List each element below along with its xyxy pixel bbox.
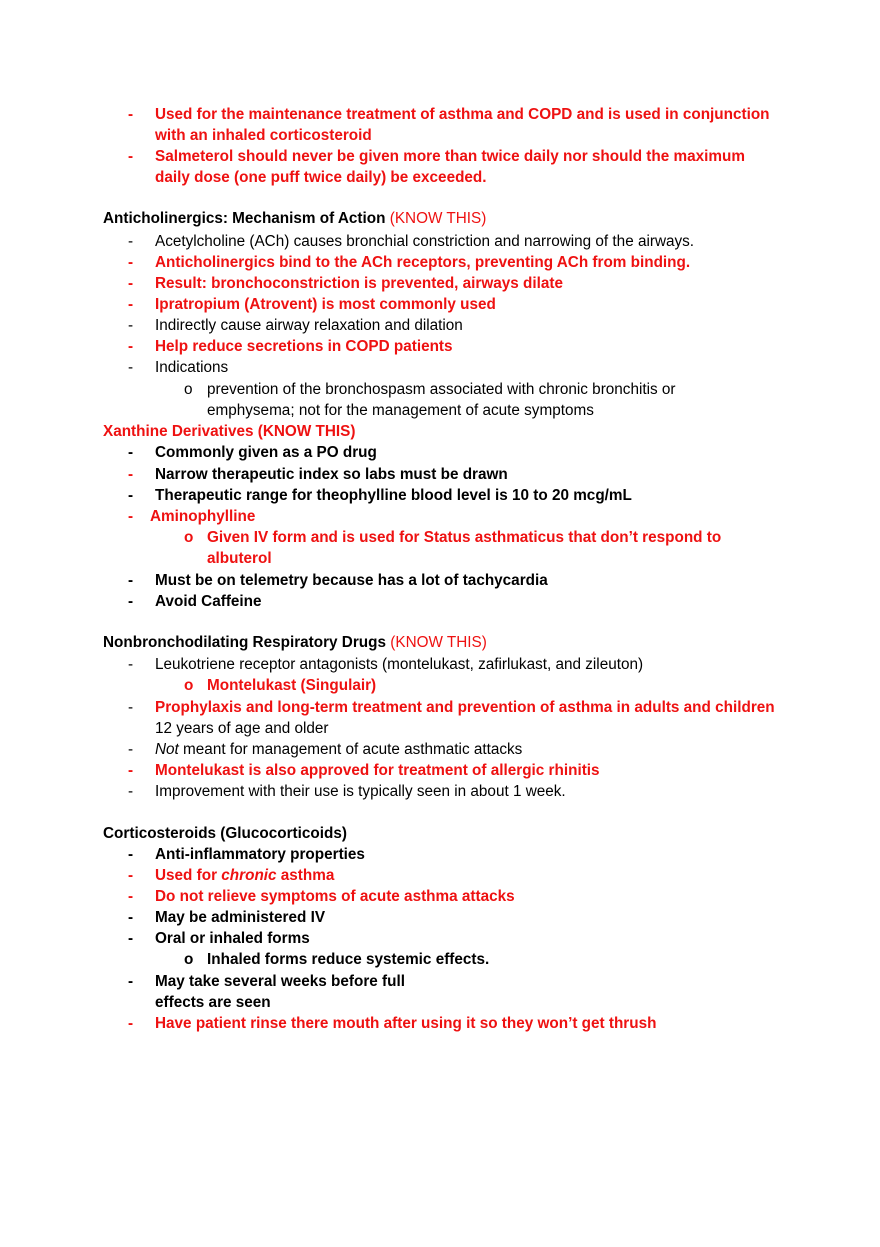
bullet-circle: o bbox=[184, 529, 194, 546]
sub-item-line-1: prevention of the bronchospasm associated with chronic bronchitis or bbox=[207, 381, 676, 398]
emphasis-chronic: chronic bbox=[221, 867, 277, 884]
bullet-dash: - bbox=[128, 888, 134, 905]
bullet-dash: - bbox=[128, 296, 134, 313]
anticholinergics-heading-text: Anticholinergics: Mechanism of Action bbox=[103, 210, 390, 227]
top-item-2-line-2: daily dose (one puff twice daily) be exceeded. bbox=[155, 169, 487, 186]
know-this-note: (KNOW THIS) bbox=[390, 634, 487, 651]
emphasis-not: Not bbox=[155, 741, 179, 758]
bullet-dash: - bbox=[128, 233, 134, 250]
list-item: Therapeutic range for theophylline blood level is 10 to 20 mcg/mL bbox=[155, 487, 632, 504]
sub-item: Inhaled forms reduce systemic effects. bbox=[207, 951, 490, 968]
list-item-pre: Used for bbox=[155, 867, 222, 884]
list-item: Anticholinergics bind to the ACh receptors, preventing ACh from binding. bbox=[155, 254, 691, 271]
bullet-dash: - bbox=[128, 106, 134, 123]
bullet-dash: - bbox=[128, 1015, 134, 1032]
bullet-circle: o bbox=[184, 951, 194, 968]
list-item: Avoid Caffeine bbox=[155, 593, 262, 610]
list-item: Must be on telemetry because has a lot of tachycardia bbox=[155, 572, 548, 589]
list-item: Do not relieve symptoms of acute asthma attacks bbox=[155, 888, 515, 905]
bullet-dash: - bbox=[128, 762, 134, 779]
list-item: Commonly given as a PO drug bbox=[155, 444, 377, 461]
list-item: Help reduce secretions in COPD patients bbox=[155, 338, 453, 355]
bullet-dash: - bbox=[128, 148, 134, 165]
list-item: Indirectly cause airway relaxation and dilation bbox=[155, 317, 463, 334]
list-item: Leukotriene receptor antagonists (montelukast, zafirlukast, and zileuton) bbox=[155, 656, 644, 673]
list-item-line-2: 12 years of age and older bbox=[155, 720, 329, 737]
list-item bbox=[155, 739, 522, 760]
bullet-dash: - bbox=[128, 973, 134, 990]
bullet-dash: - bbox=[128, 359, 134, 376]
bullet-dash: - bbox=[128, 572, 134, 589]
list-item-line-2: effects are seen bbox=[155, 994, 271, 1011]
bullet-dash: - bbox=[128, 867, 134, 884]
xanthine-heading: Xanthine Derivatives (KNOW THIS) bbox=[103, 423, 356, 440]
list-item-post: asthma bbox=[276, 867, 335, 884]
sub-item-line-1: Given IV form and is used for Status asthmaticus that don’t respond to bbox=[207, 529, 722, 546]
list-item-rest: meant for management of acute asthmatic attacks bbox=[178, 741, 523, 758]
top-item-2-line-1: Salmeterol should never be given more than twice daily nor should the maximum bbox=[155, 148, 745, 165]
anticholinergics-heading bbox=[103, 208, 486, 229]
nonbroncho-heading-text: Nonbronchodilating Respiratory Drugs bbox=[103, 634, 391, 651]
nonbroncho-heading bbox=[103, 632, 487, 653]
list-item: Acetylcholine (ACh) causes bronchial constriction and narrowing of the airways. bbox=[155, 233, 695, 250]
list-item: Have patient rinse there mouth after using it so they won’t get thrush bbox=[155, 1015, 657, 1032]
bullet-dash: - bbox=[128, 275, 134, 292]
sub-item-line-2: emphysema; not for the management of acute symptoms bbox=[207, 402, 594, 419]
bullet-dash: - bbox=[128, 254, 134, 271]
top-item-1-line-1: Used for the maintenance treatment of asthma and COPD and is used in conjunction bbox=[155, 106, 770, 123]
list-item-line-1: Prophylaxis and long-term treatment and prevention of asthma in adults and children bbox=[155, 699, 775, 716]
list-item: Narrow therapeutic index so labs must be drawn bbox=[155, 466, 508, 483]
list-item: Indications bbox=[155, 359, 229, 376]
bullet-dash: - bbox=[128, 783, 134, 800]
bullet-dash: - bbox=[128, 508, 134, 525]
bullet-dash: - bbox=[128, 930, 134, 947]
list-item-line-1: May take several weeks before full bbox=[155, 973, 405, 990]
list-item: Montelukast is also approved for treatment of allergic rhinitis bbox=[155, 762, 600, 779]
bullet-dash: - bbox=[128, 846, 134, 863]
top-item-1-line-2: with an inhaled corticosteroid bbox=[155, 127, 372, 144]
list-item: May be administered IV bbox=[155, 909, 326, 926]
list-item: Improvement with their use is typically seen in about 1 week. bbox=[155, 783, 566, 800]
bullet-dash: - bbox=[128, 338, 134, 355]
list-item bbox=[155, 865, 334, 886]
bullet-dash: - bbox=[128, 593, 134, 610]
bullet-dash: - bbox=[128, 487, 134, 504]
list-item: Oral or inhaled forms bbox=[155, 930, 310, 947]
bullet-circle: o bbox=[184, 381, 193, 398]
sub-item: Montelukast (Singulair) bbox=[207, 677, 377, 694]
bullet-dash: - bbox=[128, 444, 134, 461]
bullet-dash: - bbox=[128, 741, 134, 758]
list-item: Result: bronchoconstriction is prevented, airways dilate bbox=[155, 275, 564, 292]
bullet-dash: - bbox=[128, 909, 134, 926]
corticosteroids-heading: Corticosteroids (Glucocorticoids) bbox=[103, 825, 347, 842]
bullet-dash: - bbox=[128, 656, 134, 673]
list-item: Anti-inflammatory properties bbox=[155, 846, 365, 863]
bullet-dash: - bbox=[128, 466, 134, 483]
bullet-circle: o bbox=[184, 677, 194, 694]
sub-item-line-2: albuterol bbox=[207, 550, 272, 567]
bullet-dash: - bbox=[128, 317, 134, 334]
list-item: Aminophylline bbox=[150, 508, 256, 525]
list-item: Ipratropium (Atrovent) is most commonly used bbox=[155, 296, 496, 313]
bullet-dash: - bbox=[128, 699, 134, 716]
know-this-note: (KNOW THIS) bbox=[389, 210, 487, 227]
